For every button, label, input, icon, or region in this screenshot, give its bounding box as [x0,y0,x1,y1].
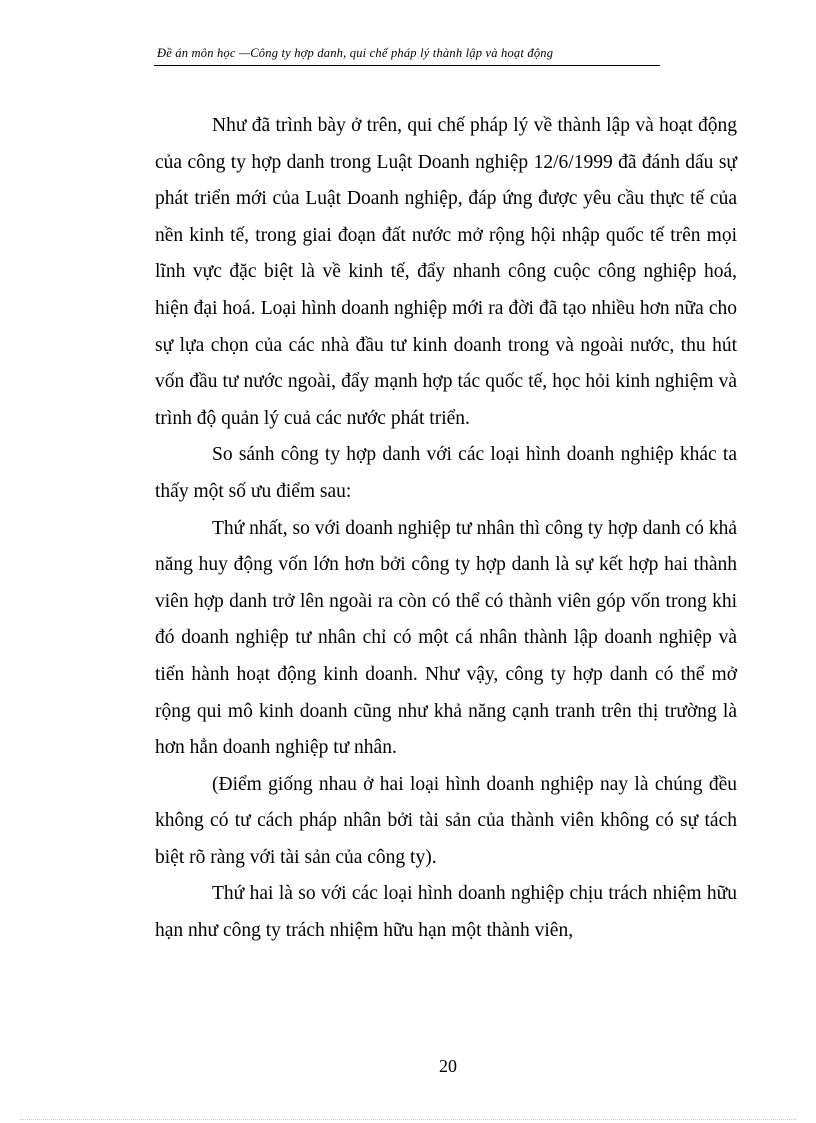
page-number: 20 [439,1056,457,1076]
paragraph-4: (Điểm giống nhau ở hai loại hình doanh nghiệp nay là chúng đều không có tư cách pháp nhân bởi tài sản của thành viên không có sự tách biệt rõ ràng với tài sản của công ty). [155,773,737,868]
paragraph-1: Như đã trình bày ở trên, qui chế pháp lý về thành lập và hoạt động của công ty hợp danh trong Luật Doanh nghiệp 12/6/1999 đã đánh dấu sự phát triển mới của Luật Doanh nghiệp, đáp ứng được yêu cầu thực tế của nền kinh tế, trong giai đoạn đất nước mở rộng hội nhập quốc tế trên mọi lĩnh vực đặc biệt là về kinh tế, đẩy nhanh công cuộc công nghiệp hoá, hiện đại hoá. Loại hình doanh nghiệp mới ra đời đã tạo nhiều hơn nữa cho sự lựa chọn của các nhà đầu tư kinh doanh trong và ngoài nước, thu hút vốn đầu tư nước ngoài, đẩy mạnh hợp tác quốc tế, học hỏi kinh nghiệm và trình độ quản lý cuả các nước phát triển. [155,115,737,429]
body-text [155,108,737,950]
paragraph-5: Thứ hai là so với các loại hình doanh nghiệp chịu trách nhiệm hữu hạn như công ty trách nhiệm hữu hạn một thành viên, [155,883,737,942]
running-header: Đề án môn học —Công ty hợp danh, qui chế pháp lý thành lập và hoạt động [157,46,554,60]
footer-dotted-rule [20,1119,796,1120]
paragraph-2: So sánh công ty hợp danh với các loại hình doanh nghiệp khác ta thấy một số ưu điểm sau: [155,444,737,502]
header-rule [154,65,660,66]
paragraph-3: Thứ nhất, so với doanh nghiệp tư nhân thì công ty hợp danh có khả năng huy động vốn lớn hơn bởi công ty hợp danh là sự kết hợp hai thành viên hợp danh trở lên ngoài ra còn có thể có thành viên góp vốn trong khi đó doanh nghiệp tư nhân chỉ có một cá nhân thành lập doanh nghiệp và tiến hành hoạt động kinh doanh. Như vậy, công ty hợp danh có thể mở rộng qui mô kinh doanh cũng như khả năng cạnh tranh trên thị trường là hơn hẳn doanh nghiệp tư nhân. [155,517,737,759]
